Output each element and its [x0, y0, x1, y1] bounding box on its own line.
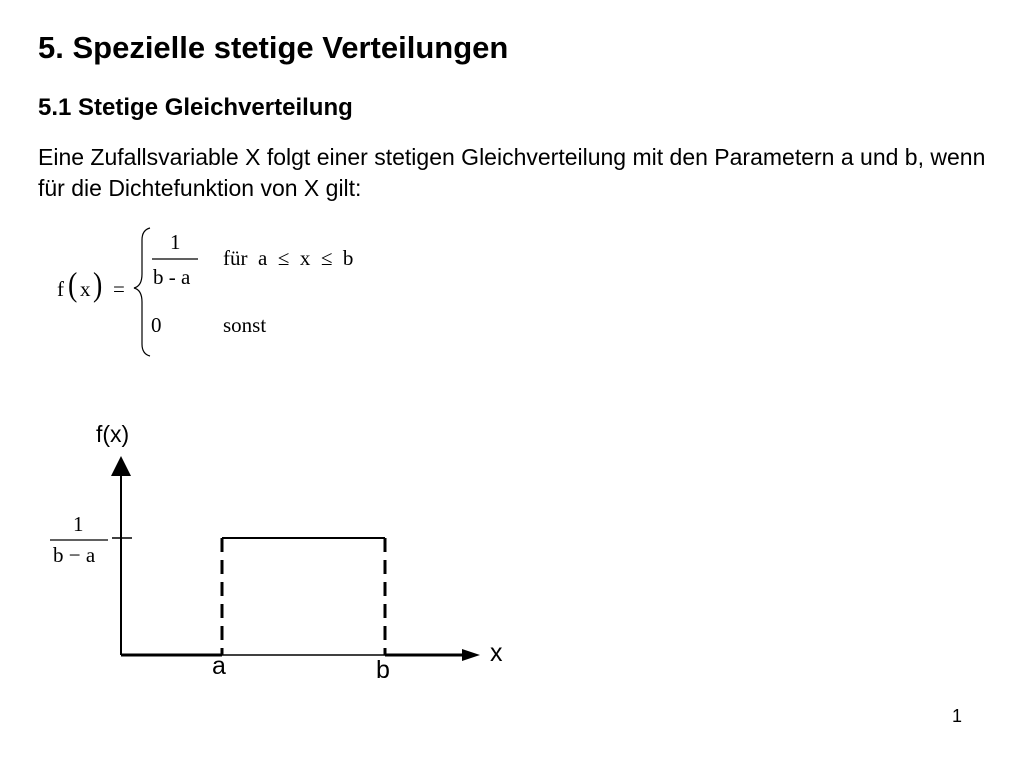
formula-equals: = [113, 277, 125, 301]
formula-lhs-x: x [80, 277, 91, 301]
definition-paragraph: Eine Zufallsvariable X folgt einer stetigen Gleichverteilung mit den Parametern a und b, wenn für die Dichtefunktion von X gilt: [38, 144, 986, 201]
y-axis-label: f(x) [96, 421, 130, 447]
case1-numerator: 1 [170, 230, 181, 254]
formula-paren-open: ( [68, 266, 78, 304]
page-title: 5. Spezielle stetige Verteilungen [38, 30, 509, 65]
section-subtitle: 5.1 Stetige Gleichverteilung [38, 94, 353, 121]
x-axis-label: x [490, 639, 503, 667]
case2-condition: sonst [223, 313, 267, 337]
case1-condition: für a ≤ x ≤ b [223, 246, 354, 270]
formula-paren-close: ) [93, 266, 103, 304]
y-tick-denominator: b − a [53, 543, 96, 567]
y-tick-numerator: 1 [73, 512, 84, 536]
page-number: 1 [952, 706, 963, 726]
x-tick-b: b [376, 656, 390, 684]
x-tick-a: a [212, 652, 226, 680]
x-axis-arrowhead [462, 649, 480, 661]
formula-lhs-f: f [57, 277, 64, 301]
case1-denominator: b - a [153, 265, 191, 289]
case2-value: 0 [151, 313, 162, 337]
